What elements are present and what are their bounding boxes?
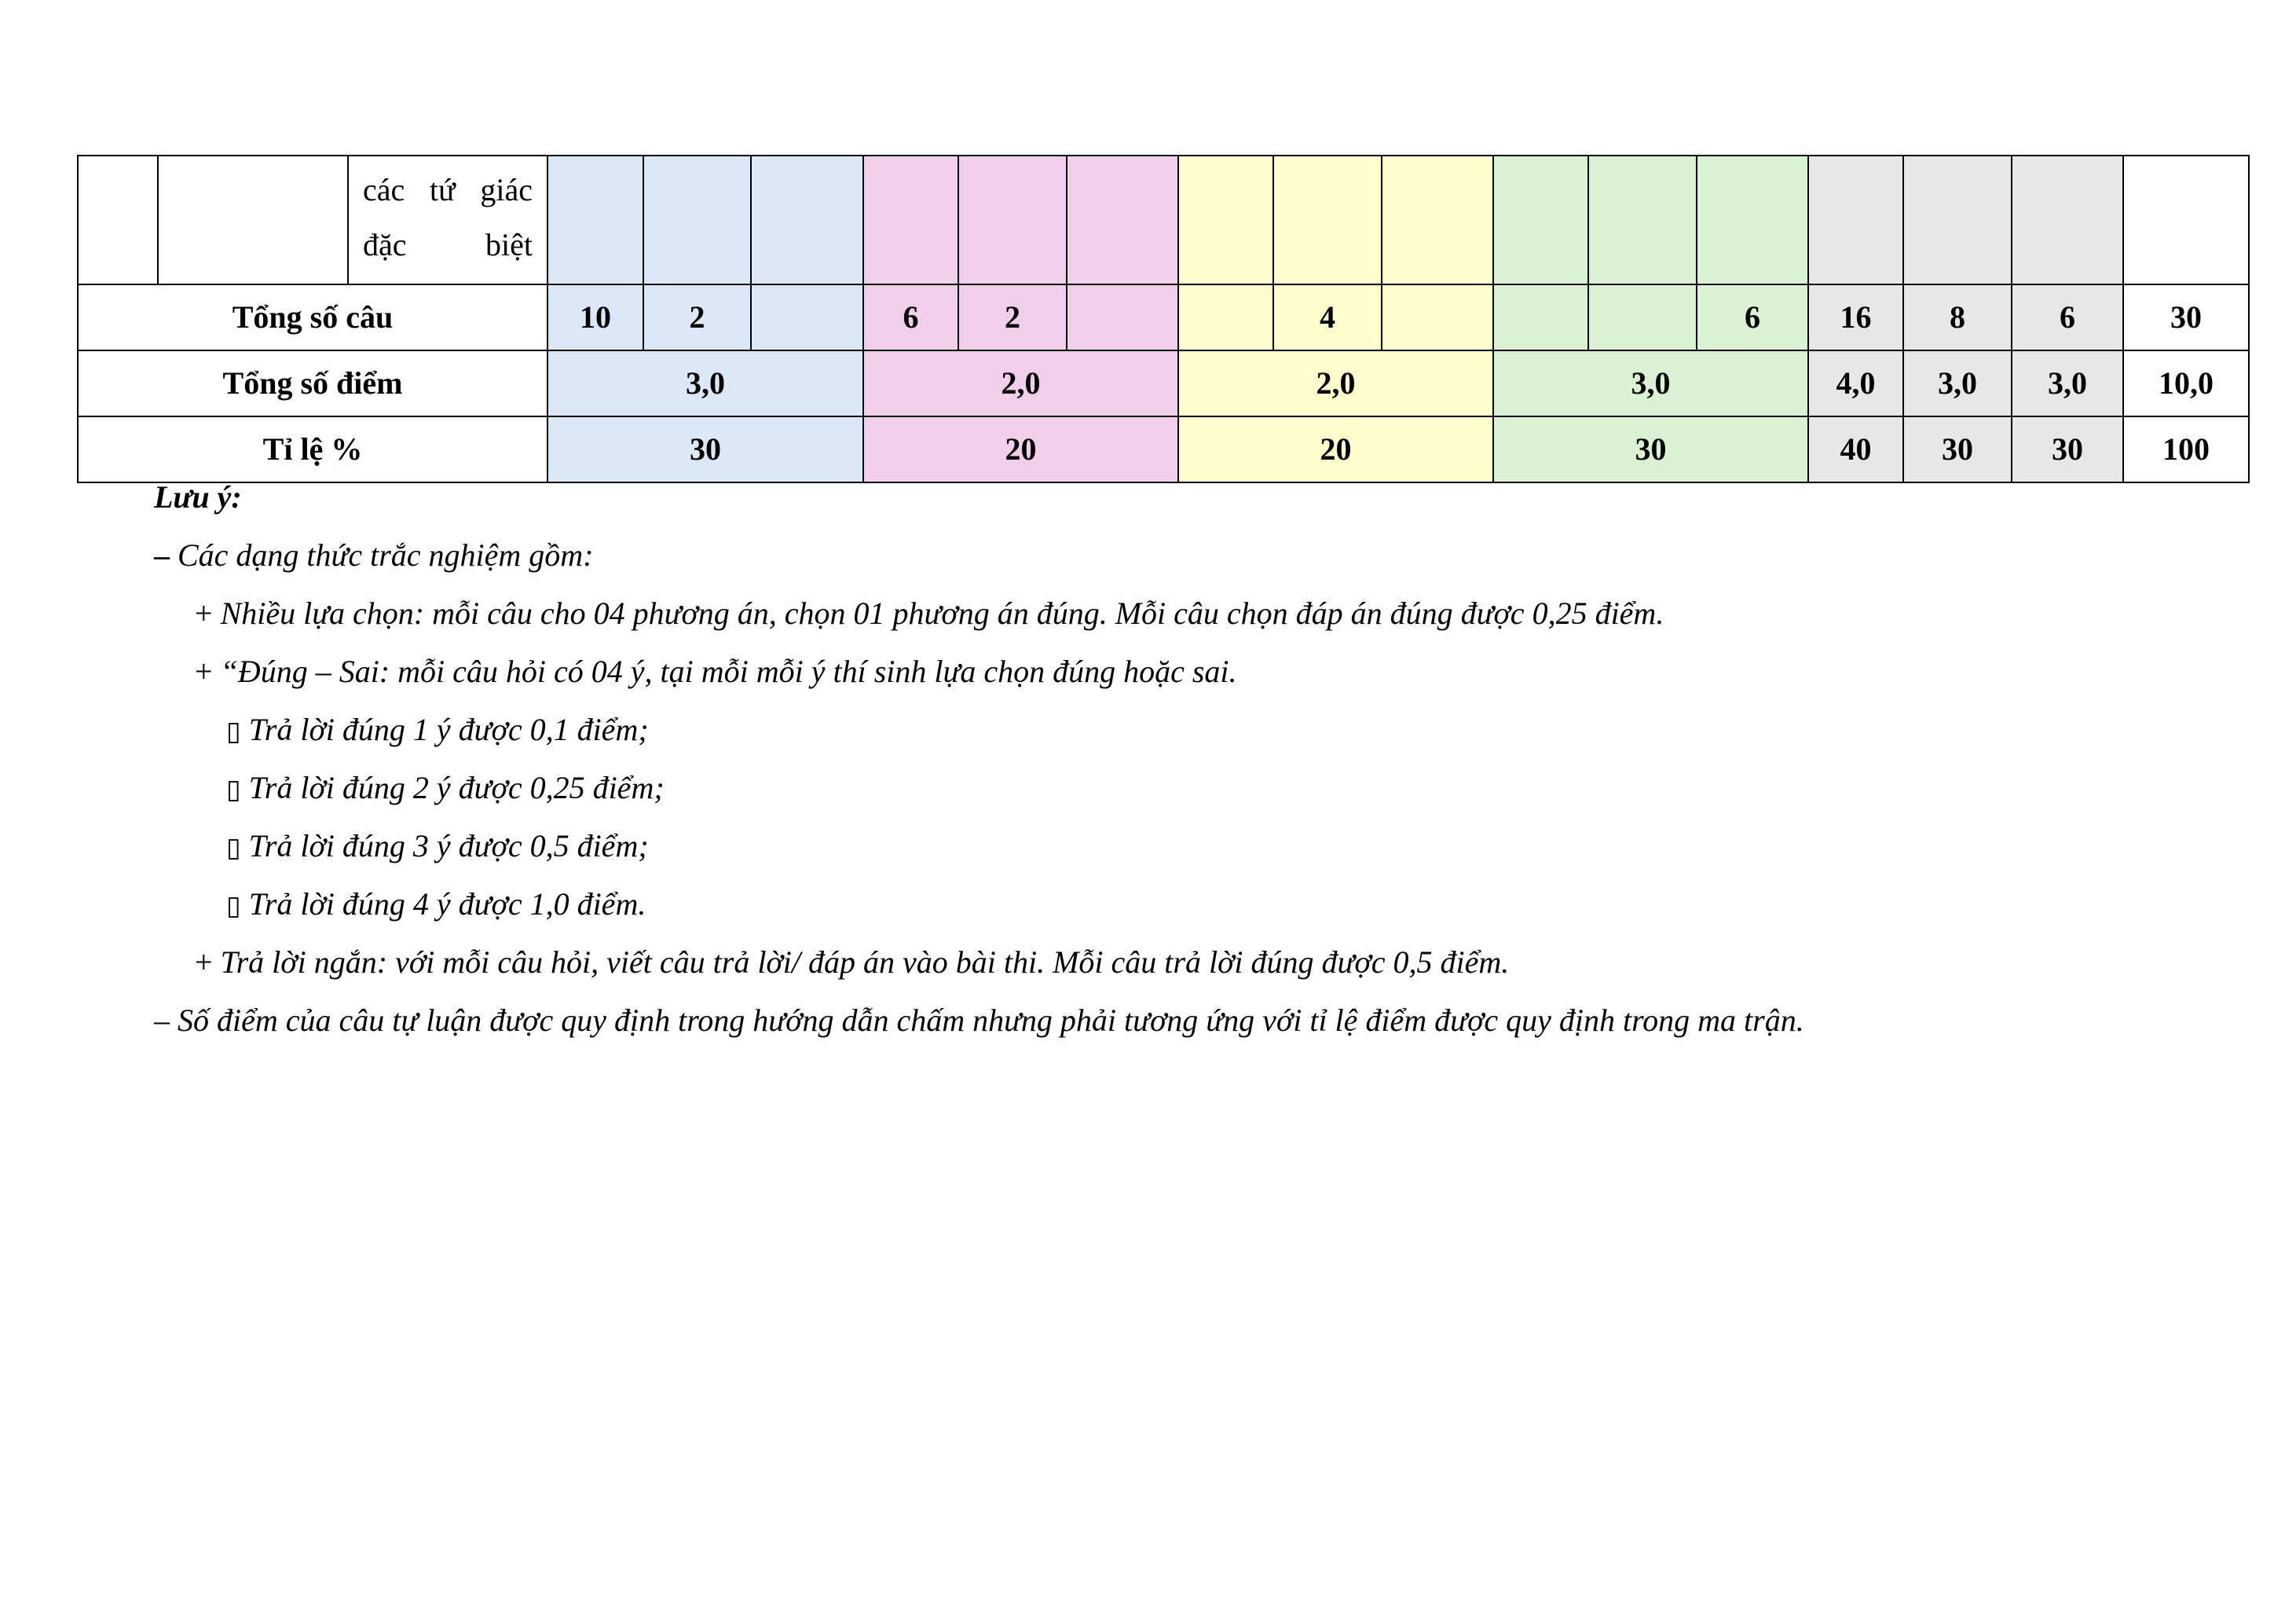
plus-bullet: +	[195, 654, 221, 689]
missing-glyph-icon: ▯	[226, 716, 241, 747]
topic-row	[78, 156, 2249, 284]
notes-line: – Số điểm của câu tự luận được quy định trong hướng dẫn chấm nhưng phải tương ứng với tỉ lệ điểm được quy định trong ma trận.	[154, 1003, 1804, 1038]
plus-bullet: +	[195, 944, 221, 980]
assessment-matrix-table	[77, 155, 2250, 483]
group-cell: 3,0	[547, 350, 863, 416]
notes-sub-item: ▯ Trả lời đúng 3 ý được 0,5 điểm;	[226, 828, 649, 863]
empty-cell	[643, 156, 751, 284]
cell: 6	[1697, 284, 1808, 350]
group-cell: 20	[1178, 416, 1493, 482]
notes-sub-item: ▯ Trả lời đúng 4 ý được 1,0 điểm.	[226, 886, 646, 922]
empty-cell	[958, 156, 1067, 284]
missing-glyph-icon: ▯	[226, 890, 241, 922]
cell	[1178, 284, 1273, 350]
cell: 30	[2123, 284, 2249, 350]
cell: 4	[1273, 284, 1382, 350]
cell: 10,0	[2123, 350, 2249, 416]
group-cell: 3,0	[1493, 350, 1808, 416]
notes-line: + “Đúng – Sai: mỗi câu hỏi có 04 ý, tại mỗi mỗi ý thí sinh lựa chọn đúng hoặc sai.	[195, 654, 1237, 689]
notes-line: – Các dạng thức trắc nghiệm gồm:	[154, 537, 594, 573]
empty-cell	[1903, 156, 2012, 284]
plus-bullet: +	[195, 596, 221, 631]
dash-bullet: –	[154, 537, 178, 573]
empty-cell	[863, 156, 958, 284]
empty-cell	[547, 156, 643, 284]
group-cell: 2,0	[863, 350, 1178, 416]
cell: 40	[1808, 416, 1903, 482]
notes-line: + Trả lời ngắn: với mỗi câu hỏi, viết câu trả lời/ đáp án vào bài thi. Mỗi câu trả lời đúng được 0,5 điểm.	[195, 944, 1510, 980]
group-cell: 2,0	[1178, 350, 1493, 416]
cell: 4,0	[1808, 350, 1903, 416]
missing-glyph-icon: ▯	[226, 832, 241, 863]
total-questions-row	[78, 284, 2249, 350]
cell: 6	[2012, 284, 2123, 350]
notes-sub-item: ▯ Trả lời đúng 2 ý được 0,25 điểm;	[226, 770, 665, 805]
empty-cell	[158, 156, 348, 284]
empty-cell	[1808, 156, 1903, 284]
empty-cell	[1178, 156, 1273, 284]
cell: 3,0	[1903, 350, 2012, 416]
notes-section	[154, 468, 2196, 1050]
total-questions-label: Tổng số câu	[78, 284, 547, 350]
notes-sub-item: ▯ Trả lời đúng 1 ý được 0,1 điểm;	[226, 712, 649, 747]
cell: 6	[863, 284, 958, 350]
empty-cell	[1697, 156, 1808, 284]
topic-text: các tứ giác đặc biệt	[348, 156, 547, 284]
group-cell: 20	[863, 416, 1178, 482]
missing-glyph-icon: ▯	[226, 774, 241, 805]
cell: 3,0	[2012, 350, 2123, 416]
total-points-row	[78, 350, 2249, 416]
empty-cell	[1067, 156, 1178, 284]
cell	[751, 284, 863, 350]
empty-cell	[2012, 156, 2123, 284]
empty-cell	[2123, 156, 2249, 284]
cell	[1588, 284, 1697, 350]
total-points-label: Tổng số điểm	[78, 350, 547, 416]
group-cell: 30	[1493, 416, 1808, 482]
empty-cell	[1382, 156, 1493, 284]
cell: 16	[1808, 284, 1903, 350]
empty-cell	[1493, 156, 1588, 284]
group-cell: 30	[547, 416, 863, 482]
notes-line: + Nhiều lựa chọn: mỗi câu cho 04 phương án, chọn 01 phương án đúng. Mỗi câu chọn đáp án đúng được 0,25 điểm.	[195, 596, 1664, 631]
cell: 30	[1903, 416, 2012, 482]
cell: 30	[2012, 416, 2123, 482]
cell	[1067, 284, 1178, 350]
empty-cell	[1273, 156, 1382, 284]
notes-title: Lưu ý:	[154, 479, 242, 515]
cell: 2	[958, 284, 1067, 350]
cell: 100	[2123, 416, 2249, 482]
empty-cell	[78, 156, 158, 284]
cell	[1382, 284, 1493, 350]
empty-cell	[1588, 156, 1697, 284]
cell: 2	[643, 284, 751, 350]
cell: 10	[547, 284, 643, 350]
cell	[1493, 284, 1588, 350]
cell: 8	[1903, 284, 2012, 350]
percentage-label: Tỉ lệ %	[78, 416, 547, 482]
dash-bullet: –	[154, 1003, 178, 1038]
empty-cell	[751, 156, 863, 284]
